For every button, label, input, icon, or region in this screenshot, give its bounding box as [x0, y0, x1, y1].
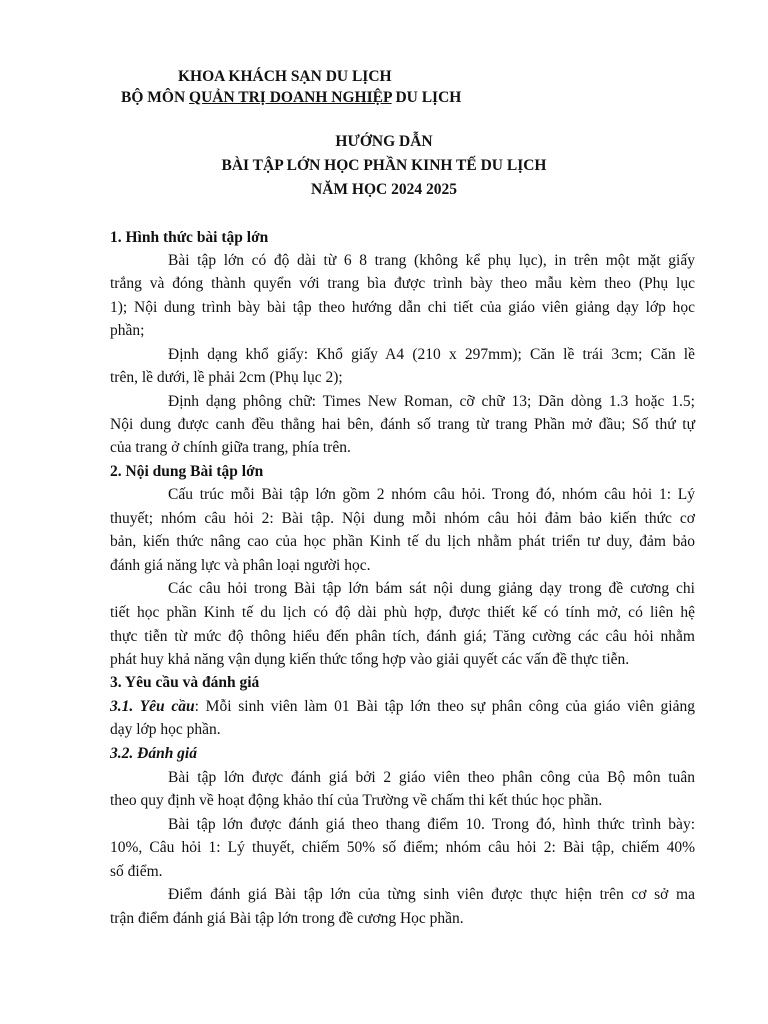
department-prefix: BỘ MÔN [121, 89, 190, 106]
paragraph-line: dạy lớp học phần. [110, 721, 221, 738]
paragraph-line: theo quy định về hoạt động khảo thí của Trường về chấm thi kết thúc học phần. [110, 792, 603, 809]
subsection-3-1-text: : Mỗi sinh viên làm 01 Bài tập lớn theo sự phân công của giáo viên giảng [194, 698, 695, 715]
paragraph-line: trắng và đóng thành quyển với trang bìa được trình bày theo mẫu kèm theo (Phụ lục [110, 275, 695, 292]
department-name [121, 88, 461, 108]
paragraph-line: số điểm. [110, 863, 163, 880]
paragraph-line: Bài tập lớn được đánh giá theo thang điểm 10. Trong đó, hình thức trình bày: [168, 816, 695, 833]
faculty-name: KHOA KHÁCH SẠN DU LỊCH [178, 68, 392, 85]
paragraph-line: Cấu trúc mỗi Bài tập lớn gồm 2 nhóm câu hỏi. Trong đó, nhóm câu hỏi 1: Lý [168, 486, 695, 503]
paragraph-line: trên, lề dưới, lề phải 2cm (Phụ lục 2); [110, 369, 343, 386]
paragraph-line: Bài tập lớn có độ dài từ 6 8 trang (không kể phụ lục), in trên một mặt giấy [168, 252, 695, 269]
paragraph-line: thực tiễn từ mức độ thông hiểu đến phân tích, đánh giá; Tăng cường các câu hỏi nhằm [110, 628, 695, 645]
section-1-heading: 1. Hình thức bài tập lớn [110, 229, 269, 246]
paragraph-line: của trang ở chính giữa trang, phía trên. [110, 439, 351, 456]
paragraph-line: Định dạng khổ giấy: Khổ giấy A4 (210 x 297mm); Căn lề trái 3cm; Căn lề [168, 346, 695, 363]
paragraph-line: Nội dung được canh đều thẳng hai bên, đánh số trang từ trang Phần mở đầu; Số thứ tự [110, 416, 695, 433]
paragraph-line: 10%, Câu hỏi 1: Lý thuyết, chiếm 50% số điểm; nhóm câu hỏi 2: Bài tập, chiếm 40% [110, 839, 695, 856]
subsection-3-2-label: 3.2. Đánh giá [110, 745, 197, 762]
paragraph-line: tiết học phần Kinh tế du lịch có độ dài phù hợp, được thiết kế có tính mở, có liên hệ [110, 604, 695, 621]
paragraph-line: phát huy khả năng vận dụng kiến thức tổng hợp vào giải quyết các vấn đề thực tiễn. [110, 651, 630, 668]
section-3-heading: 3. Yêu cầu và đánh giá [110, 674, 260, 691]
paragraph-line: thuyết; nhóm câu hỏi 2: Bài tập. Nội dung mỗi nhóm câu hỏi đảm bảo kiến thức cơ [110, 510, 695, 527]
paragraph-line: Định dạng phông chữ: Times New Roman, cỡ chữ 13; Dãn dòng 1.3 hoặc 1.5; [168, 393, 695, 410]
paragraph-line: trận điểm đánh giá Bài tập lớn trong đề cương Học phần. [110, 910, 464, 927]
doc-title-line3: NĂM HỌC 2024 2025 [311, 181, 457, 198]
department-underlined: QUẢN TRỊ DOANH NGHIỆP [189, 89, 392, 106]
subsection-3-1-label: 3.1. Yêu cầu [110, 698, 195, 715]
paragraph-line: Điểm đánh giá Bài tập lớn của từng sinh viên được thực hiện trên cơ sở ma [168, 886, 695, 903]
paragraph-line: 1); Nội dung trình bày bài tập theo hướng dẫn chi tiết của giáo viên giảng dạy lớp học [110, 299, 695, 316]
section-2-heading: 2. Nội dung Bài tập lớn [110, 463, 264, 480]
paragraph-line: đánh giá năng lực và phân loại người học. [110, 557, 371, 574]
doc-title-line1: HƯỚNG DẪN [335, 133, 433, 150]
paragraph-line: phần; [110, 322, 145, 339]
paragraph-line: Các câu hỏi trong Bài tập lớn bám sát nội dung giảng dạy trong đề cương chi [168, 580, 695, 597]
department-suffix: DU LỊCH [391, 89, 462, 106]
doc-title-line2: BÀI TẬP LỚN HỌC PHẦN KINH TẾ DU LỊCH [221, 157, 547, 174]
subsection-3-1-line [110, 697, 695, 717]
paragraph-line: bản, kiến thức nâng cao của học phần Kinh tế du lịch nhằm phát triển tư duy, đảm bảo [110, 533, 695, 550]
paragraph-line: Bài tập lớn được đánh giá bởi 2 giáo viên theo phân công của Bộ môn tuân [168, 769, 695, 786]
